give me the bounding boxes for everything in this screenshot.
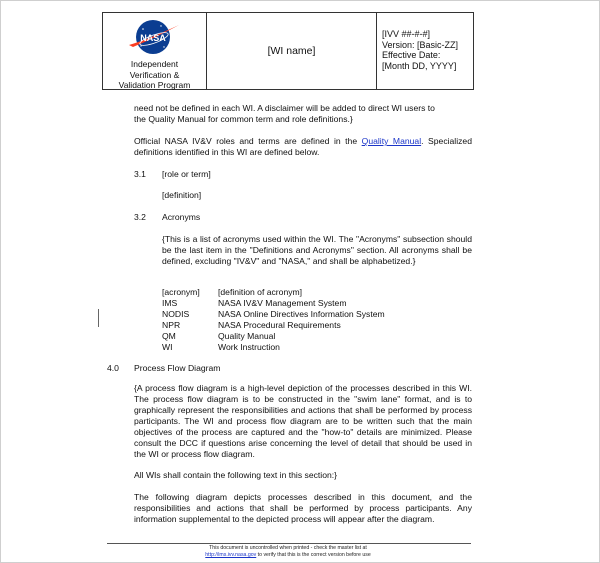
process-flow-required-text-note: All WIs shall contain the following text in this section:} — [134, 470, 338, 480]
footer-line-2: http://ims.ivv.nasa.gov to verify that this is the correct version before use — [205, 552, 371, 558]
text-cursor — [98, 309, 99, 327]
logo-text: NASA — [140, 33, 166, 43]
acronym-row: IMS NASA IV&V Management System — [162, 298, 347, 308]
section-3-1-number: 3.1 — [134, 169, 146, 179]
section-3-2-title: Acronyms — [162, 212, 201, 222]
doc-id: [IVV ##-#-#] — [382, 29, 431, 39]
section-3-1-definition: [definition] — [162, 190, 202, 200]
acronym-row: QM Quality Manual — [162, 331, 276, 341]
paragraph-disclaimer: need not be defined in each WI. A disclaimer will be added to direct WI users to the Quality Manual for common term and role definitions.} — [134, 103, 435, 124]
section-3-1-title: [role or term] — [162, 169, 211, 179]
paragraph-roles: Official NASA IV&V roles and terms are defined in the Quality Manual. Specialized definitions identified in this WI are defined below. — [134, 136, 472, 157]
footer-line-1: This document is uncontrolled when printed - check the master list at — [209, 545, 367, 551]
section-4-0-title: Process Flow Diagram — [134, 363, 221, 373]
acronyms-note: {This is a list of acronyms used within the WI. The "Acronyms" subsection should be the last item in the "Definitions and Acronyms" section. All acronyms shall be defined, excluding "IV&V" and "NASA," and shall be alphabetized.} — [162, 234, 472, 266]
acronym-row: [acronym] [definition of acronym] — [162, 287, 303, 297]
master-list-link[interactable]: http://ims.ivv.nasa.gov — [205, 552, 257, 558]
doc-meta — [377, 13, 473, 89]
section-4-0-number: 4.0 — [107, 363, 119, 373]
process-flow-description: {A process flow diagram is a high-level depiction of the processes described in this WI. The process flow diagram is to be constructed in the "swim lane" format, and is to graphically represent the responsibilities and actions that shall be performed by process participants. The WI and process flow diagram are to be written such that the main objectives of the process are captured and the "how-to" details are minimized. Please consult the DCC if questions arise concerning the level of detail that should be used in the WI or process flow diagram. — [134, 383, 472, 459]
acronym-row: NPR NASA Procedural Requirements — [162, 320, 341, 330]
effective-date: [Month DD, YYYY] — [382, 60, 457, 71]
process-flow-statement: The following diagram depicts processes described in this document, and the responsibilities and actions that shall be performed by process participants. Any information supplemental to the depicted process will appear after the diagram. — [134, 492, 472, 524]
section-3-2-number: 3.2 — [134, 212, 146, 222]
acronym-list — [162, 287, 462, 353]
footer-divider — [107, 543, 471, 544]
quality-manual-link[interactable]: Quality Manual — [361, 136, 422, 146]
header-logo-cell — [103, 13, 207, 89]
acronym-row: NODIS NASA Online Directives Information System — [162, 309, 385, 319]
org-name: Independent Verification & Validation Program — [118, 59, 191, 90]
wi-name: [WI name] — [207, 13, 377, 89]
acronym-row: WI Work Instruction — [162, 342, 280, 352]
doc-version: Version: [Basic-ZZ] — [382, 39, 459, 50]
nasa-logo-icon — [127, 17, 181, 57]
document-header — [102, 12, 474, 90]
effective-date-label: Effective Date: — [382, 50, 441, 60]
